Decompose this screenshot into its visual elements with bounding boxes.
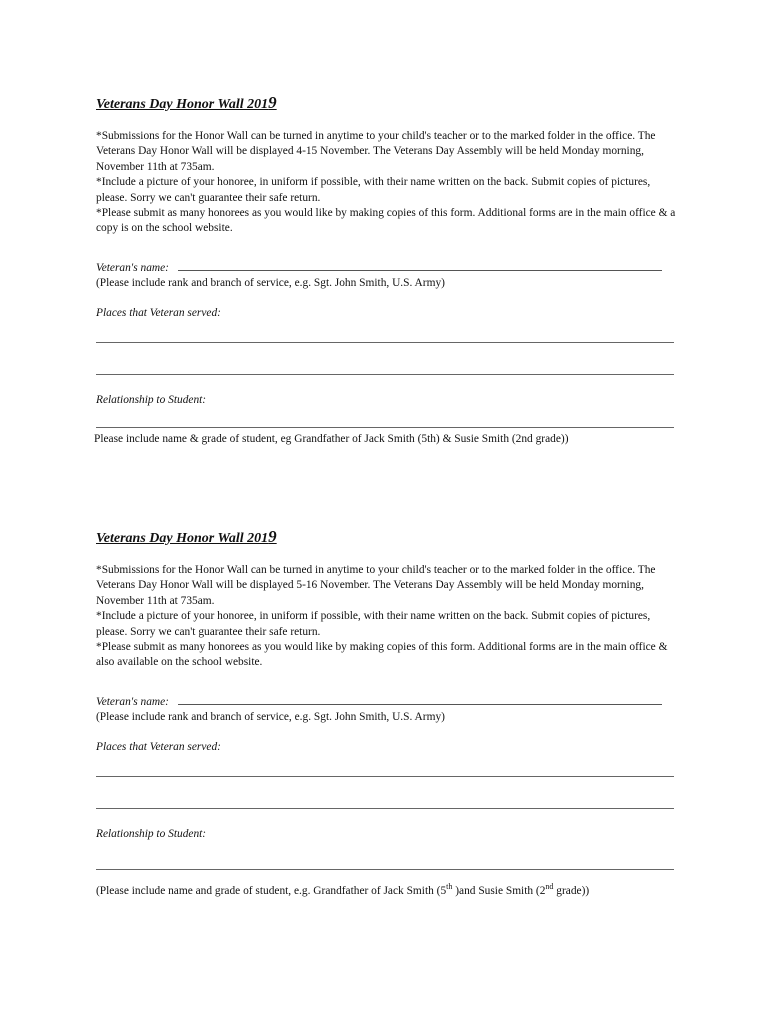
- veteran-name-hint: (Please include rank and branch of service, e.g. Sgt. John Smith, U.S. Army): [96, 711, 445, 724]
- relationship-field[interactable]: [96, 426, 674, 428]
- form-title-year-digit: 9: [268, 527, 277, 546]
- honor-wall-form-1: [96, 93, 676, 448]
- submission-instructions: *Submissions for the Honor Wall can be turned in anytime to your child's teacher or to the marked folder in the office. The Veterans Day Honor Wall will be displayed 5-16 November. The Veterans Day Assembly will be held Monday morning, November 11th at 735am.: [96, 564, 656, 607]
- relationship-label: Relationship to Student:: [96, 394, 207, 407]
- superscript-th: th: [446, 882, 453, 892]
- relationship-row: [96, 827, 676, 842]
- places-served-field-1[interactable]: [96, 341, 674, 343]
- copies-instructions: *Please submit as many honorees as you would like by making copies of this form. Additional forms are in the main office & also available on the school website.: [96, 641, 668, 669]
- superscript-nd: nd: [545, 882, 554, 892]
- places-served-field-1[interactable]: [96, 775, 674, 777]
- veteran-name-row: [96, 260, 676, 276]
- places-served-label: Places that Veteran served:: [96, 740, 221, 753]
- places-served-label: Places that Veteran served:: [96, 306, 221, 319]
- veteran-name-label: Veteran's name:: [96, 261, 169, 274]
- submission-instructions: *Submissions for the Honor Wall can be turned in anytime to your child's teacher or to the marked folder in the office. The Veterans Day Honor Wall will be displayed 4-15 November. The Veterans Day Assembly will be held Monday morning, November 11th at 735am.: [96, 130, 656, 173]
- form-title: [96, 527, 676, 549]
- relationship-hint: Please include name & grade of student, eg Grandfather of Jack Smith (5th) & Susie Smith (2nd grade)): [94, 433, 569, 446]
- veteran-name-row: [96, 694, 676, 710]
- veteran-name-field[interactable]: [178, 260, 662, 271]
- relationship-row: [96, 393, 676, 408]
- relationship-hint-part-1: (Please include name and grade of student, e.g. Grandfather of Jack Smith (5: [96, 885, 447, 898]
- relationship-hint-part-2: )and Susie Smith (2: [452, 885, 546, 898]
- relationship-label: Relationship to Student:: [96, 828, 207, 841]
- relationship-field[interactable]: [96, 868, 674, 870]
- relationship-hint: [96, 884, 676, 899]
- places-served-row: [96, 740, 676, 755]
- veteran-name-label: Veteran's name:: [96, 695, 169, 708]
- picture-instructions: *Include a picture of your honoree, in uniform if possible, with their name written on the back. Submit copies of pictures, please. Sorry we can't guarantee their safe return.: [96, 176, 651, 204]
- places-served-field-2[interactable]: [96, 807, 674, 809]
- form-title: [96, 93, 676, 115]
- form-title-year-digit: 9: [268, 93, 277, 112]
- veteran-name-field[interactable]: [178, 694, 662, 705]
- places-served-field-2[interactable]: [96, 373, 674, 375]
- copies-instructions: *Please submit as many honorees as you would like by making copies of this form. Additional forms are in the main office & a copy is on the school website.: [96, 207, 676, 235]
- places-served-row: [96, 306, 676, 321]
- relationship-hint-part-3: grade)): [553, 885, 590, 898]
- honor-wall-form-2: [96, 527, 676, 900]
- picture-instructions: *Include a picture of your honoree, in uniform if possible, with their name written on the back. Submit copies of pictures, please. Sorry we can't guarantee their safe return.: [96, 610, 651, 638]
- veteran-name-hint: (Please include rank and branch of service, e.g. Sgt. John Smith, U.S. Army): [96, 277, 445, 290]
- form-title-text: Veterans Day Honor Wall 201: [96, 531, 269, 546]
- form-title-text: Veterans Day Honor Wall 201: [96, 97, 269, 112]
